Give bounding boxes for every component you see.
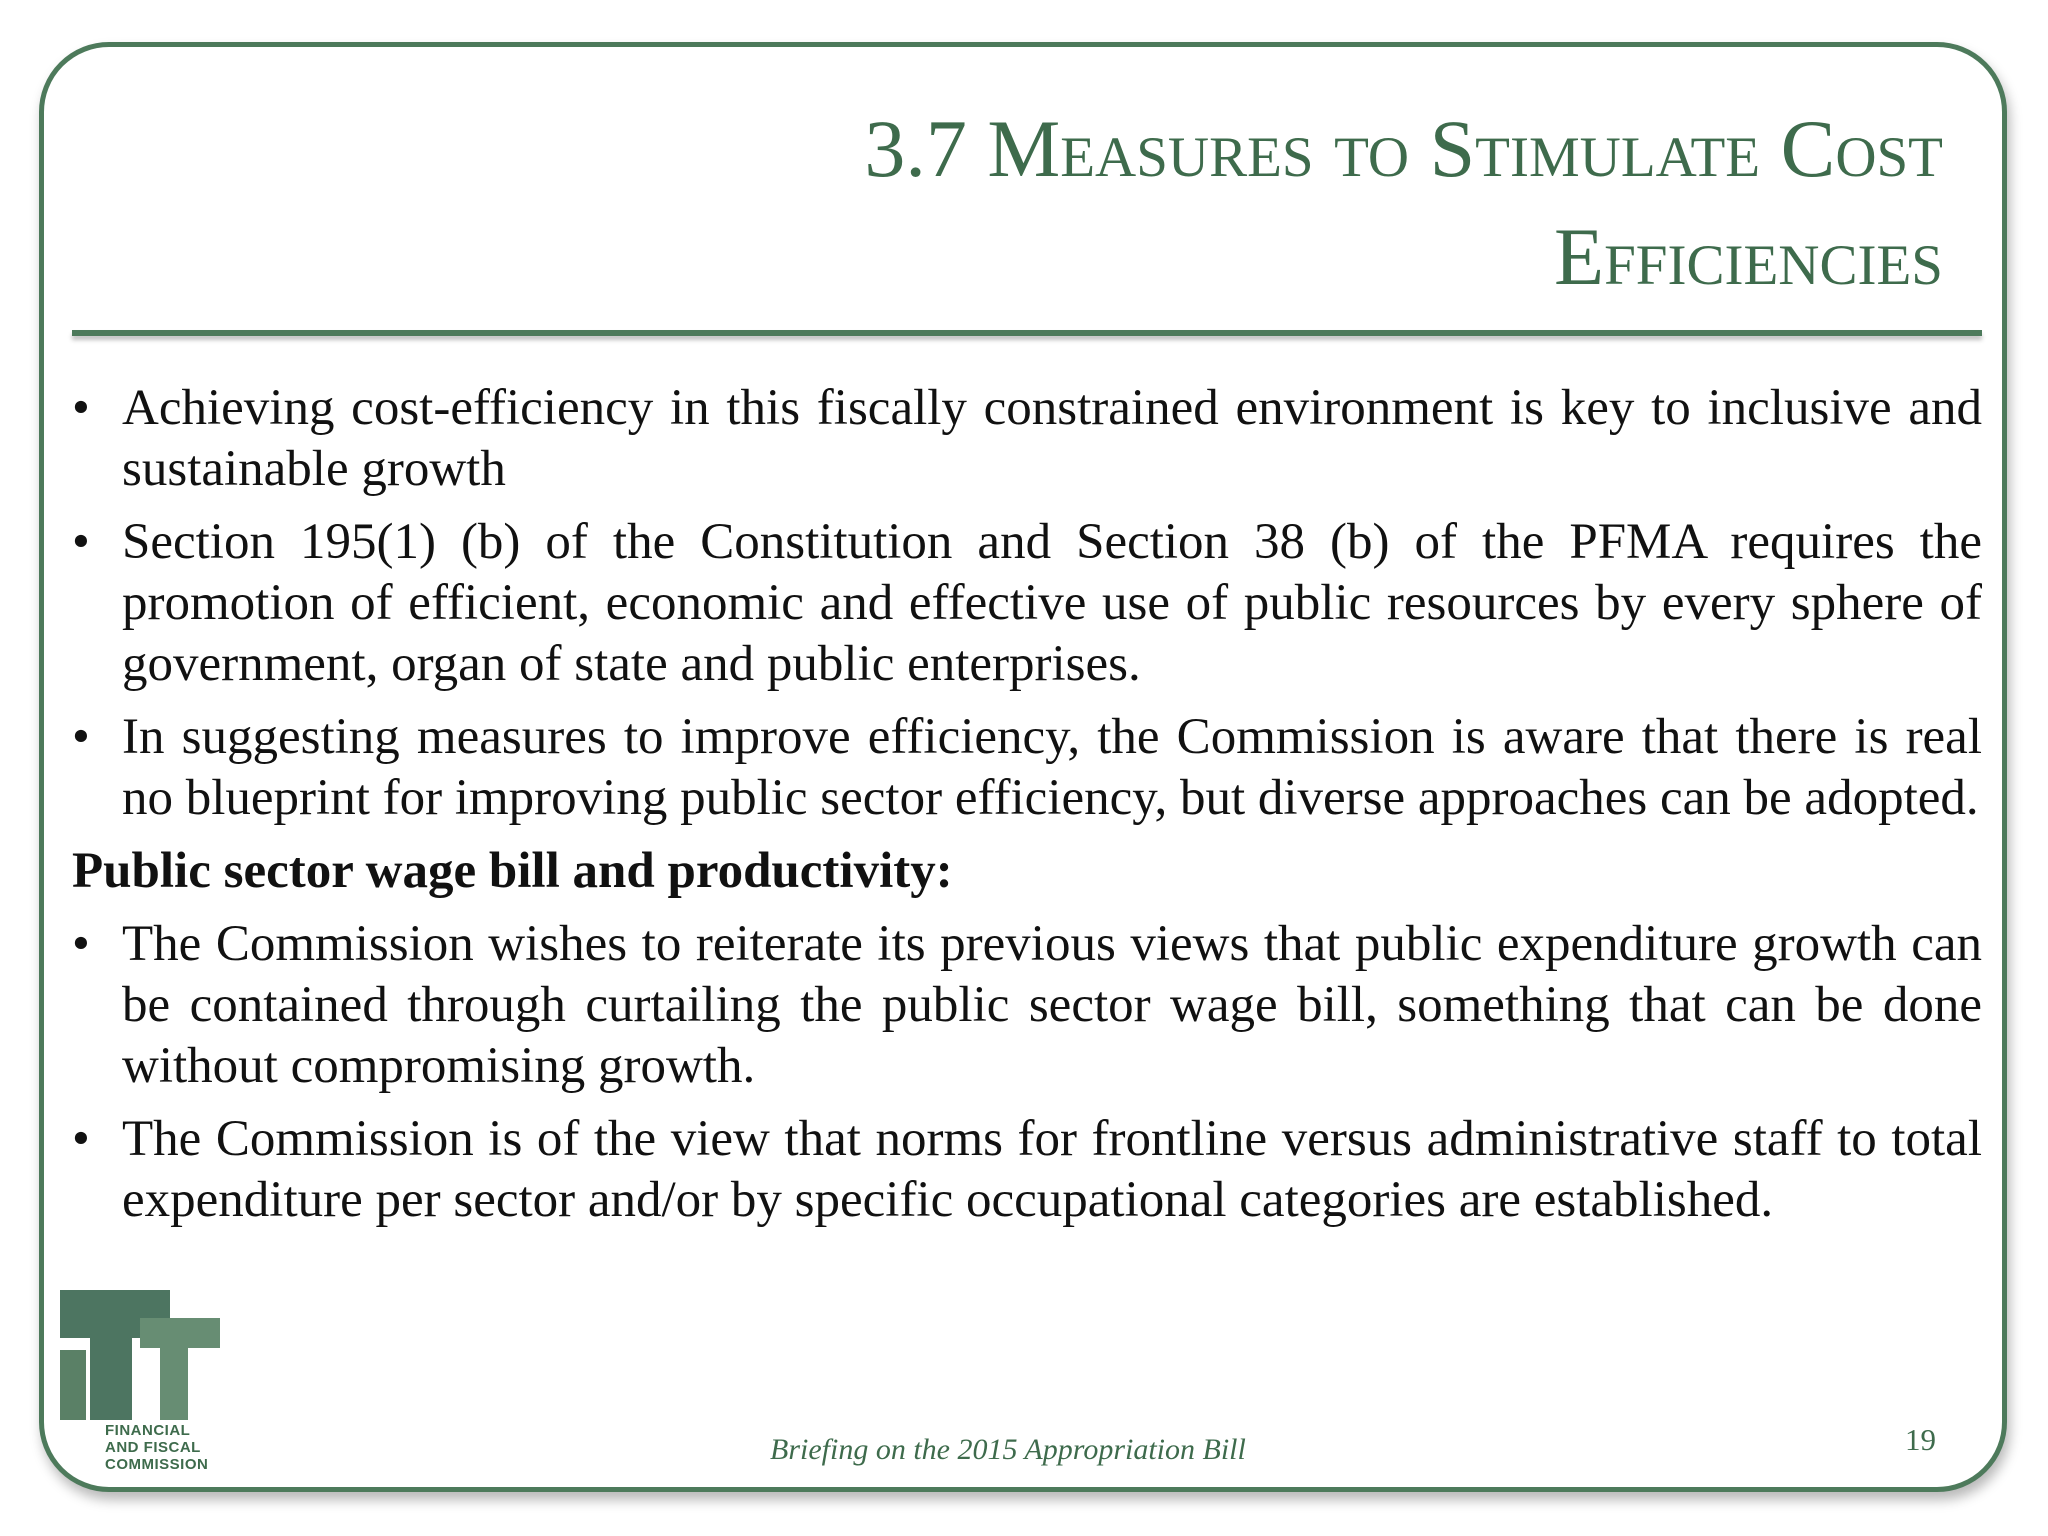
title-line-1: 3.7 Measures to Stimulate Cost xyxy=(864,103,1943,194)
list-item xyxy=(72,1109,1982,1231)
page-number: 19 xyxy=(1905,1422,1936,1457)
bullet-list-1 xyxy=(72,378,1982,829)
bullet-text: Achieving cost-efficiency in this fiscally constrained environment is key to inclusive and sustainable growth xyxy=(122,380,1982,497)
title-line-2: Efficiencies xyxy=(1554,211,1943,302)
bullet-icon: • xyxy=(72,916,90,972)
bullet-text: In suggesting measures to improve efficiency, the Commission is aware that there is real no blueprint for improving public sector efficiency, but diverse approaches can be adopted. xyxy=(122,709,1982,826)
bullet-text: The Commission is of the view that norms for frontline versus administrative staff to total expenditure per sector and/or by specific occupational categories are established. xyxy=(122,1111,1982,1228)
logo-line-2: AND FISCAL xyxy=(105,1439,201,1456)
list-item xyxy=(72,707,1982,829)
list-item xyxy=(72,512,1982,695)
bullet-text: The Commission wishes to reiterate its previous views that public expenditure growth can be contained through curtailing the public sector wage bill, something that can be done without compromising growth. xyxy=(122,916,1982,1094)
bullet-icon: • xyxy=(72,1111,90,1167)
logo-line-1: FINANCIAL xyxy=(105,1422,191,1439)
slide-title xyxy=(443,95,1943,311)
bullet-list-2 xyxy=(72,914,1982,1231)
bullet-text: Section 195(1) (b) of the Constitution and Section 38 (b) of the PFMA requires the promotion of efficient, economic and effective use of public resources by every sphere of government, organ of state and public enterprises. xyxy=(122,514,1982,692)
logo-caption xyxy=(105,1422,208,1473)
list-item xyxy=(72,378,1982,500)
list-item xyxy=(72,914,1982,1097)
logo-line-3: COMMISSION xyxy=(105,1456,209,1473)
slide-body xyxy=(72,378,1982,1243)
bullet-icon: • xyxy=(72,709,90,765)
bullet-icon: • xyxy=(72,514,90,570)
bullet-icon: • xyxy=(72,380,90,436)
title-divider xyxy=(72,330,1982,336)
section-subheading: Public sector wage bill and productivity: xyxy=(72,843,953,899)
footer-text: Briefing on the 2015 Appropriation Bill xyxy=(770,1433,1246,1466)
